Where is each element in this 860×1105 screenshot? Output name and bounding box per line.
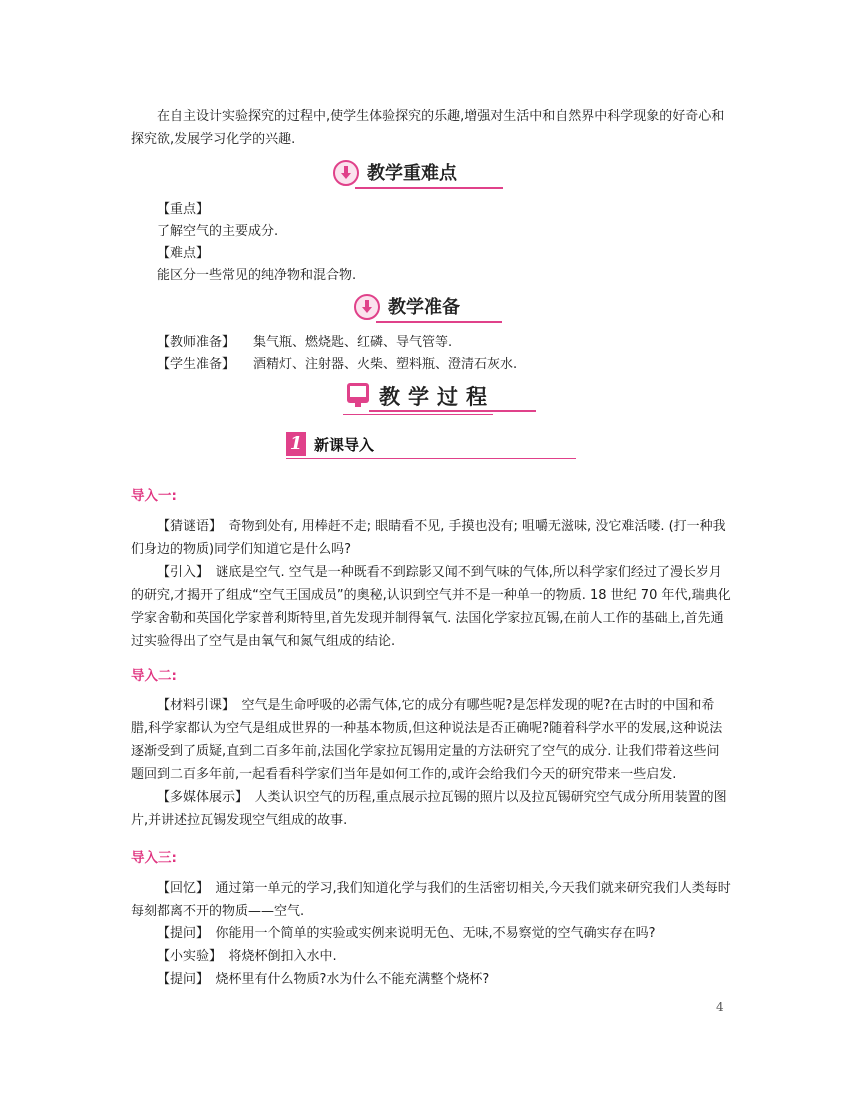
intro-three-label: 导入三: [131, 850, 177, 866]
intro-one-label: 导入一: [131, 488, 177, 504]
heading-underline-secondary [343, 414, 493, 415]
student-preparation-text: 酒精灯、注射器、火柴、塑料瓶、澄清石灰水. [253, 357, 518, 372]
difficult-point-text: 能区分一些常见的纯净物和混合物. [157, 268, 357, 283]
student-preparation-row [157, 355, 517, 375]
question-two-line: 【提问】 烧杯里有什么物质?水为什么不能充满整个烧杯? [157, 972, 490, 987]
section-number-badge: 1 [286, 432, 306, 456]
teacher-preparation-label: 【教师准备】 [157, 335, 236, 350]
key-point-text: 了解空气的主要成分. [157, 224, 279, 239]
heading-underline [286, 458, 576, 459]
section-title: 教学重难点 [367, 163, 457, 184]
intro-two-label: 导入二: [131, 668, 177, 684]
down-arrow-icon [333, 160, 359, 186]
section-preparation-heading [354, 293, 504, 323]
student-preparation-label: 【学生准备】 [157, 357, 236, 372]
media-paragraph: 【多媒体展示】 人类认识空气的历程,重点展示拉瓦锡的照片以及拉瓦锡研究空气成分所用装置的图片,并讲述拉瓦锡发现空气组成的故事. [131, 790, 727, 828]
new-lesson-heading [286, 432, 576, 460]
key-point-label: 【重点】 [157, 202, 210, 217]
recall-paragraph: 【回忆】 通过第一单元的学习,我们知道化学与我们的生活密切相关,今天我们就来研究我们人类每时每刻都离不开的物质——空气. [131, 881, 731, 919]
question-one-line: 【提问】 你能用一个简单的实验或实例来说明无色、无味,不易察觉的空气确实存在吗? [157, 926, 656, 941]
objective-paragraph: 在自主设计实验探究的过程中,使学生体验探究的乐趣,增强对生活中和自然界中科学现象的好奇心和探究欲,发展学习化学的兴趣. [131, 109, 725, 147]
section-key-difficult-heading [333, 159, 503, 189]
difficult-point-label: 【难点】 [157, 246, 210, 261]
monitor-icon [347, 383, 369, 403]
down-arrow-icon [354, 294, 380, 320]
teacher-preparation-text: 集气瓶、燃烧匙、红磷、导气管等. [253, 335, 453, 350]
heading-underline [376, 321, 502, 323]
heading-underline [355, 187, 503, 189]
lead-in-paragraph: 【引入】 谜底是空气. 空气是一种既看不到踪影又闻不到气味的气体,所以科学家们经过了漫长岁月的研究,才揭开了组成“空气王国成员”的奥秘,认识到空气并不是一种单一的物质. 18 世纪 70 年代,瑞典化学家舍勒和英国化学家普利斯特里,首先发现并制得氧气. 法国化学家拉瓦锡,在前人工作的基础上,首先通过实验得出了空气是由氧气和氮气组成的结论. [131, 565, 731, 649]
material-paragraph: 【材料引课】 空气是生命呼吸的必需气体,它的成分有哪些呢?是怎样发现的呢?在古时的中国和希腊,科学家都认为空气是组成世界的一种基本物质,但这种说法是否正确呢?随着科学水平的发展,这种说法逐渐受到了质疑,直到二百多年前,法国化学家拉瓦锡用定量的方法研究了空气的成分. 让我们带着这些问题回到二百多年前,一起看看科学家们当年是如何工作的,或许会给我们今天的研究带来一些启发. [131, 698, 723, 782]
riddle-paragraph: 【猜谜语】 奇物到处有, 用棒赶不走; 眼睛看不见, 手摸也没有; 咀嚼无滋味, 没它难活喽. (打一种我们身边的物质)同学们知道它是什么吗? [131, 519, 726, 557]
page-number: 4 [716, 1000, 724, 1014]
teacher-preparation-row [157, 333, 452, 353]
section-title: 新课导入 [314, 436, 375, 454]
heading-underline [369, 410, 536, 412]
section-title: 教学过程 [379, 384, 495, 409]
section-title: 教学准备 [388, 297, 460, 318]
experiment-line: 【小实验】 将烧杯倒扣入水中. [157, 949, 337, 964]
section-process-heading [343, 381, 543, 417]
